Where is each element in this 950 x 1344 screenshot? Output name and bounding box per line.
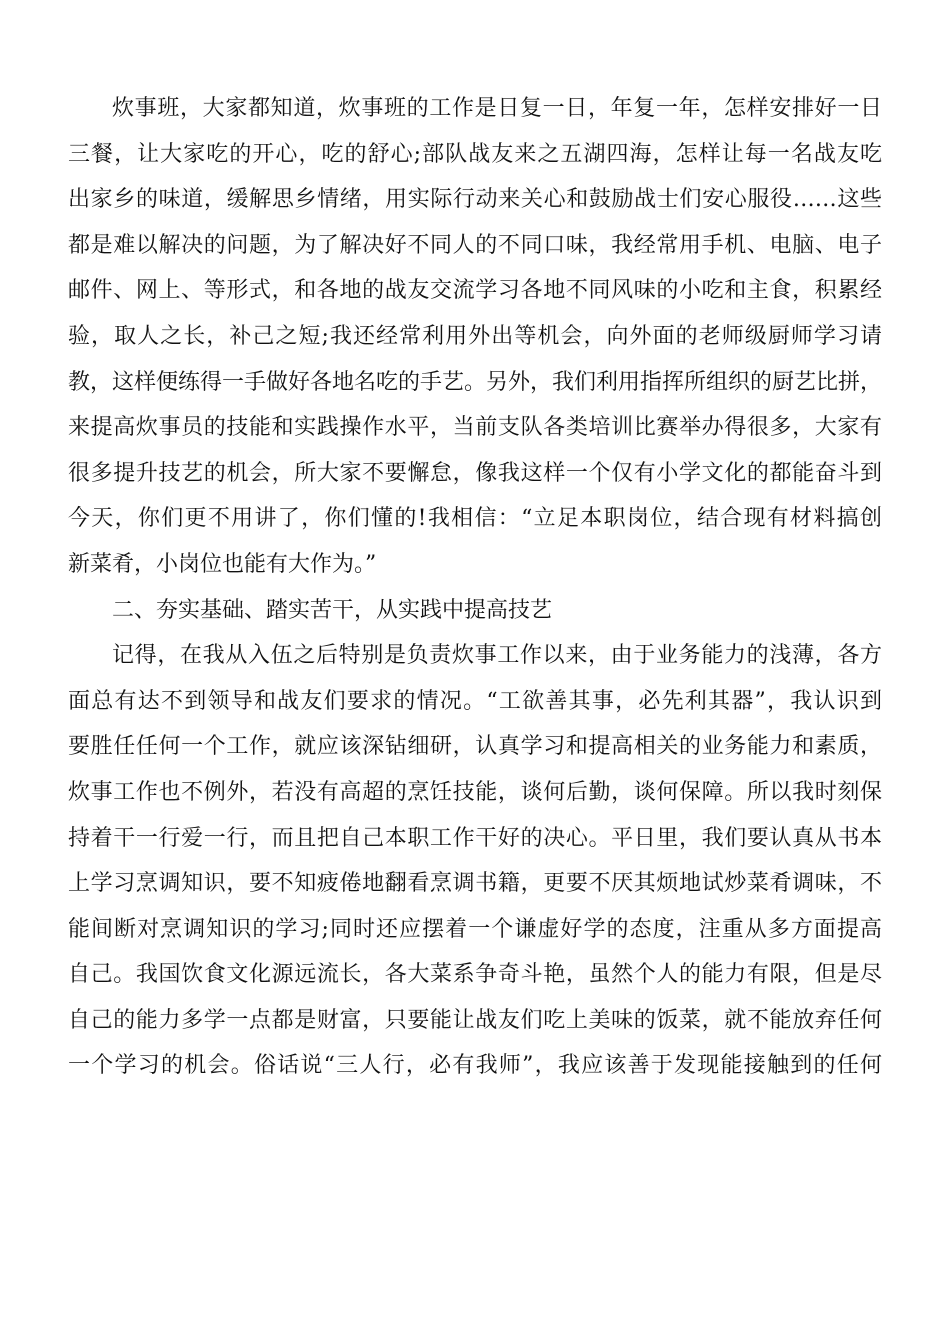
text-line: 能间断对烹调知识的学习;同时还应摆着一个谦虚好学的态度，注重从多方面提高 [68,916,882,942]
text-line: 自己。我国饮食文化源远流长，各大菜系争奇斗艳，虽然个人的能力有限，但是尽 [68,962,882,988]
text-line: 教，这样便练得一手做好各地名吃的手艺。另外，我们利用指挥所组织的厨艺比拼， [68,369,882,395]
text-line: 炊事班，大家都知道，炊事班的工作是日复一日，年复一年，怎样安排好一日 [112,96,882,121]
text-line: 邮件、网上、等形式，和各地的战友交流学习各地不同风味的小吃和主食，积累经 [68,278,882,304]
text-line: 自己的能力多学一点都是财富，只要能让战友们吃上美味的饭菜，就不能放弃任何 [68,1007,882,1033]
text-line: 三餐，让大家吃的开心，吃的舒心;部队战友来之五湖四海，怎样让每一名战友吃 [68,141,882,167]
text-line: 来提高炊事员的技能和实践操作水平，当前支队各类培训比赛举办得很多，大家有 [68,415,882,441]
text-line: 出家乡的味道，缓解思乡情绪，用实际行动来关心和鼓励战士们安心服役……这些 [68,187,882,213]
text-line: 很多提升技艺的机会，所大家不要懈怠，像我这样一个仅有小学文化的都能奋斗到 [68,460,882,486]
text-line: 上学习烹调知识，要不知疲倦地翻看烹调书籍，更要不厌其烦地试炒菜肴调味，不 [68,871,882,897]
text-line: 验，取人之长，补己之短;我还经常利用外出等机会，向外面的老师级厨师学习请 [68,323,882,349]
paragraph-2 [68,633,882,1089]
text-line: 持着干一行爱一行，而且把自己本职工作干好的决心。平日里，我们要认真从书本 [68,825,882,851]
section-heading: 二、夯实基础、踏实苦干，从实践中提高技艺 [112,597,553,623]
paragraph-1 [68,86,882,588]
text-line: 面总有达不到领导和战友们要求的情况。“工欲善其事，必先利其器”，我认识到 [68,688,882,714]
text-line: 今天，你们更不用讲了，你们懂的!我相信：“立足本职岗位，结合现有材料搞创 [68,506,882,532]
text-line: 炊事工作也不例外，若没有高超的烹饪技能，谈何后勤，谈何保障。所以我时刻保 [68,779,882,805]
text-line: 一个学习的机会。俗话说“三人行，必有我师”，我应该善于发现能接触到的任何 [68,1053,882,1079]
text-line: 都是难以解决的问题，为了解决好不同人的不同口味，我经常用手机、电脑、电子 [68,232,882,258]
text-line: 新菜肴，小岗位也能有大作为。” [68,551,377,577]
text-line: 记得，在我从入伍之后特别是负责炊事工作以来，由于业务能力的浅薄，各方 [112,643,882,669]
document-body [68,86,882,1089]
text-line: 要胜任任何一个工作，就应该深钻细研，认真学习和提高相关的业务能力和素质， [68,734,882,760]
